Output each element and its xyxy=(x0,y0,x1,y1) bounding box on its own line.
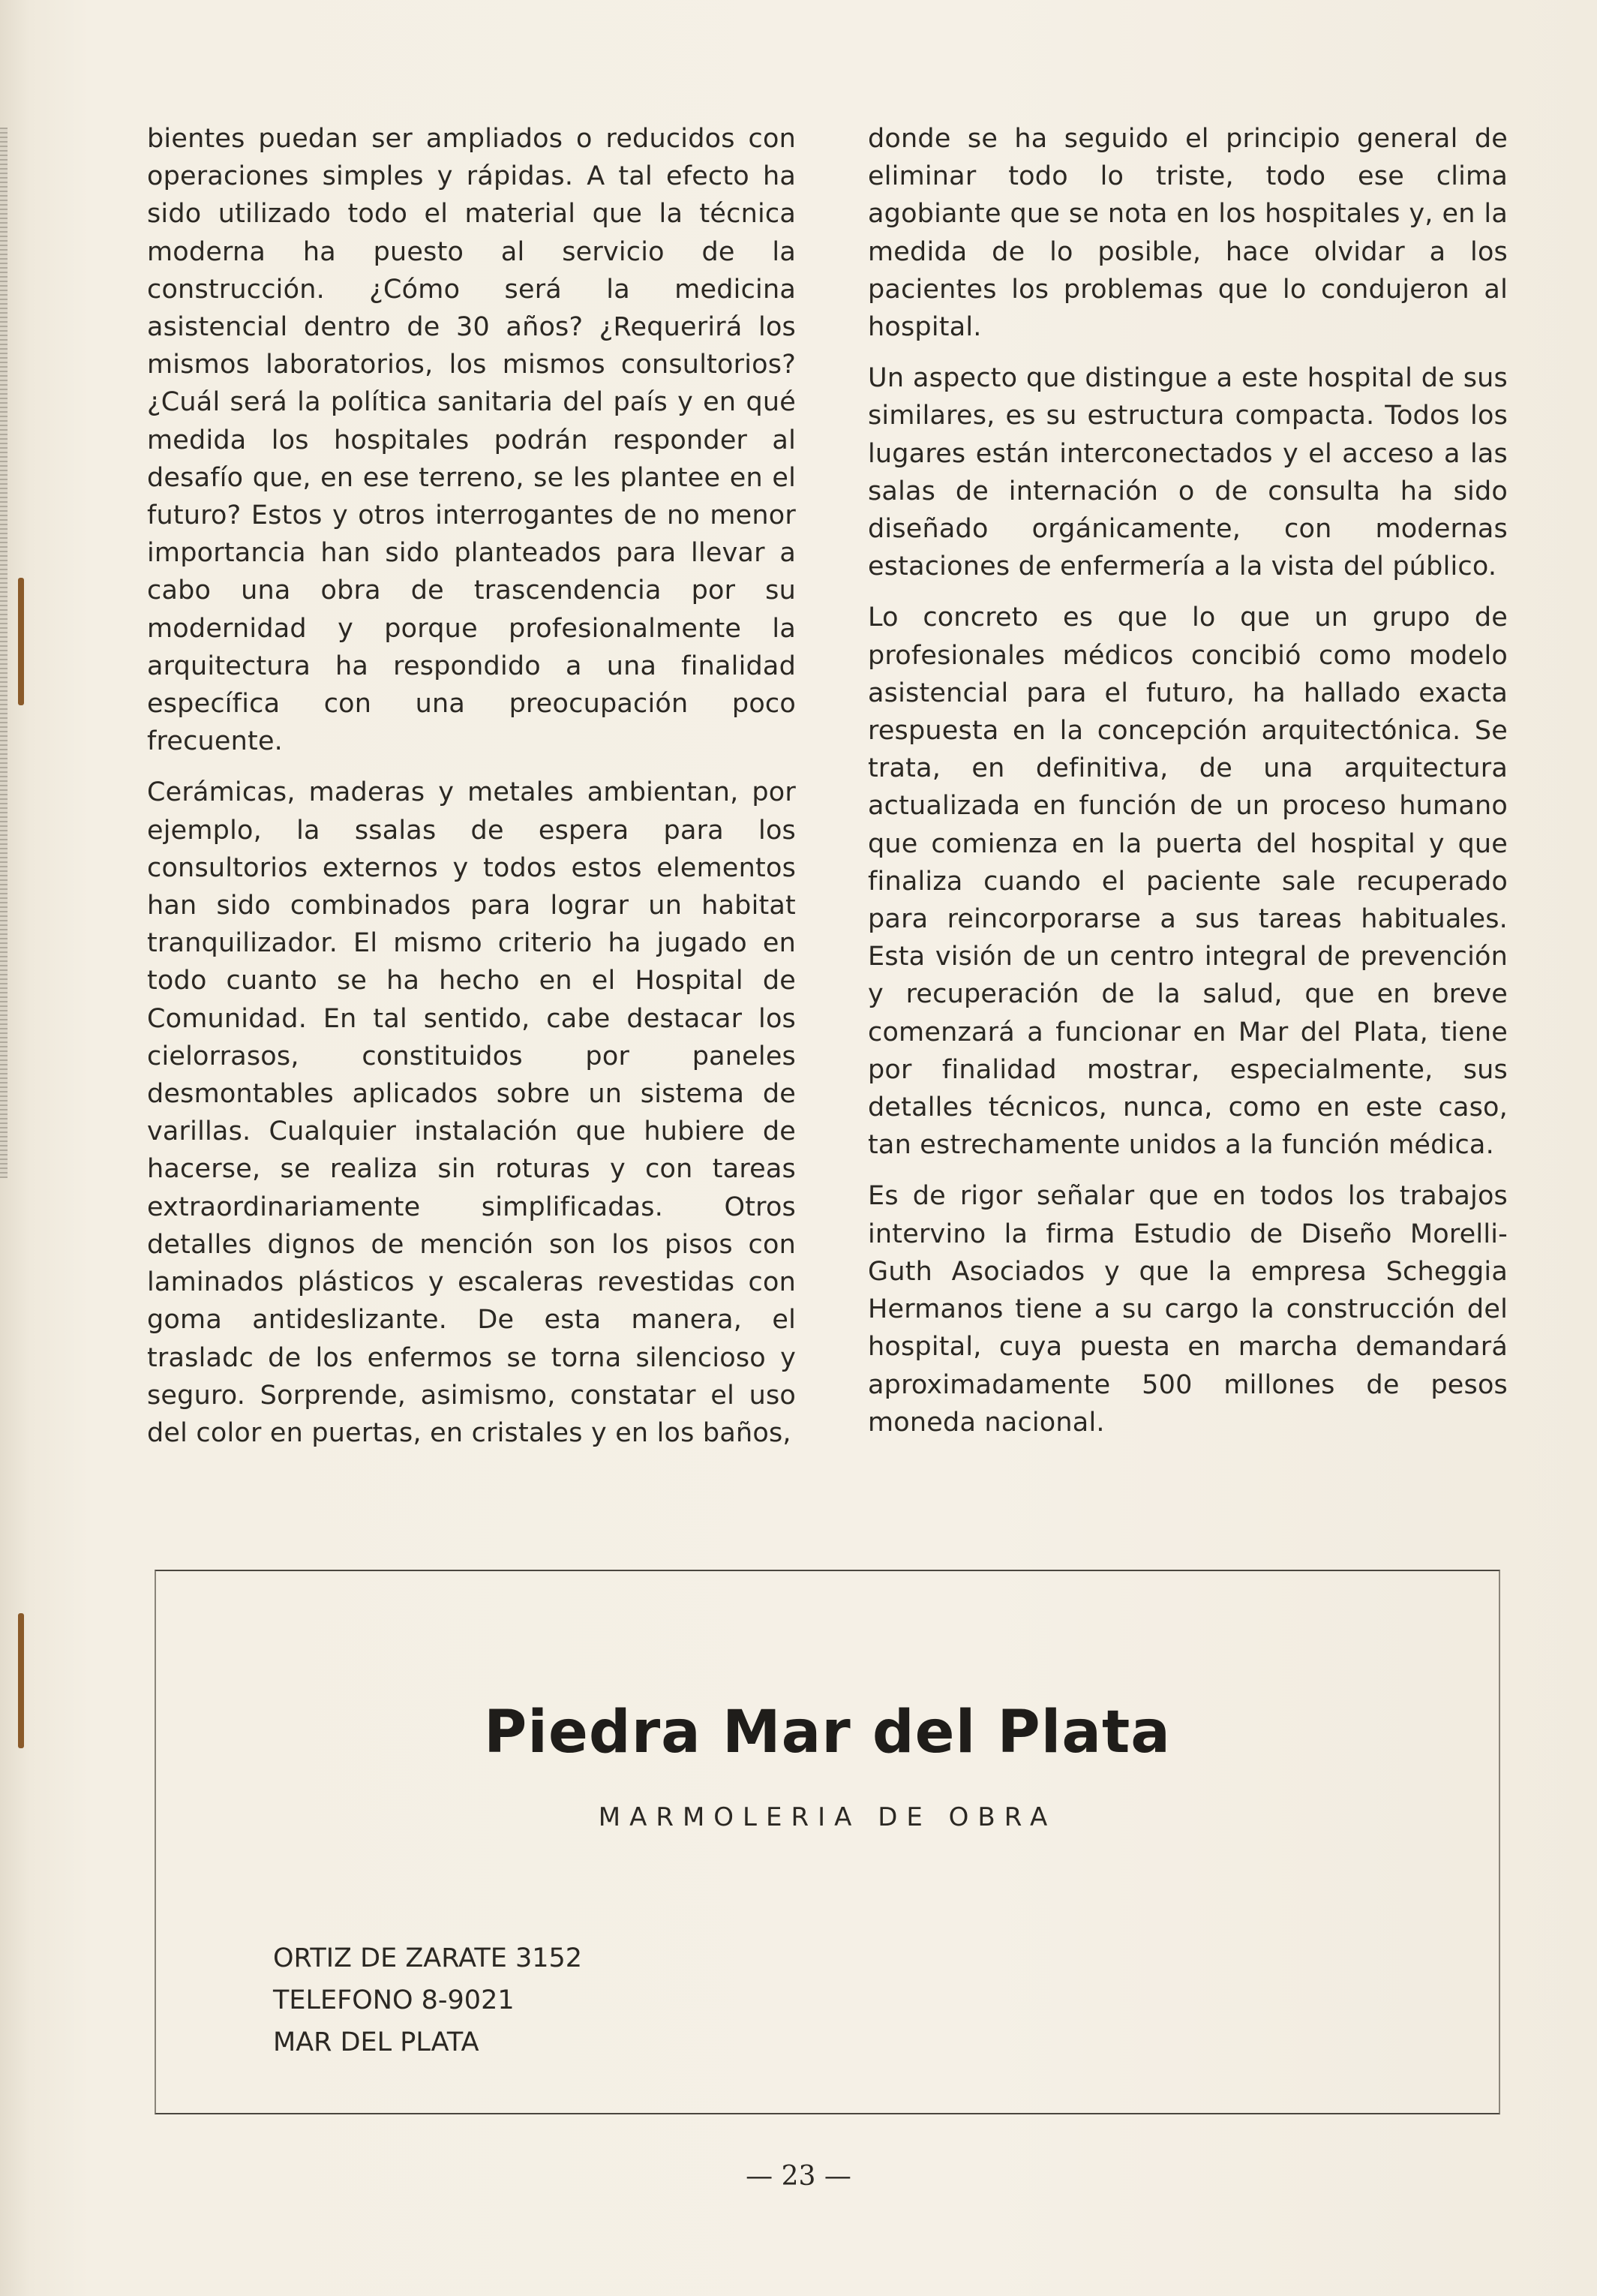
ad-address-line: MAR DEL PLATA xyxy=(273,2027,479,2057)
paragraph: Es de rigor señalar que en todos los trabajos intervino la firma Estudio de Diseño Morelli-Guth Asociados y que la empresa Scheggia Hermanos tiene a su cargo la construcción del hospital, cuya puesta en marcha demandará aproximadamente 500 millones de pesos moneda nacional. xyxy=(868,1181,1508,1438)
binding-edge xyxy=(0,128,8,1178)
advertisement-box xyxy=(155,1570,1500,2114)
ad-address-line: TELEFONO 8-9021 xyxy=(273,1985,515,2015)
paragraph: bientes puedan ser ampliados o reducidos con operaciones simples y rápidas. A tal efecto ha sido utilizado todo el material que la técnica moderna ha puesto al servicio de la construcción. ¿Cómo será la medicina asistencial dentro de 30 años? ¿Requerirá los mismos laboratorios, los mismos consultorios? ¿Cuál será la política sanitaria del país y en qué medida los hospitales podrán responder al desafío que, en ese terreno, se les plantee en el futuro? Estos y otros interrogantes de no menor importancia han sido planteados para llevar a cabo una obra de trascendencia por su modernidad y porque profesionalmente la arquitectura ha respondido a una finalidad específica con una preocupación poco frecuente. xyxy=(147,124,796,757)
ad-title: Piedra Mar del Plata xyxy=(484,1699,1171,1766)
article-column-left xyxy=(147,120,796,1465)
paragraph: Lo concreto es que lo que un grupo de profesionales médicos concibió como modelo asistencial para el futuro, ha hallado exacta respuesta en la concepción arquitectónica. Se trata, en definitiva, de una arquitectura actualizada en función de un proceso humano que comienza en la puerta del hospital y que finaliza cuando el paciente sale recuperado para reincorporarse a sus tareas habituales. Esta visión de un centro integral de prevención y recuperación de la salud, que en breve comenzará a funcionar en Mar del Plata, tiene por finalidad mostrar, especialmente, sus detalles técnicos, nunca, como en este caso, tan estrechamente unidos a la función médica. xyxy=(868,603,1508,1161)
page-number: — 23 — xyxy=(746,2161,851,2192)
staple xyxy=(18,1613,24,1748)
ad-address-line: ORTIZ DE ZARATE 3152 xyxy=(273,1943,583,1973)
ad-subtitle: MARMOLERIA DE OBRA xyxy=(598,1802,1057,1832)
staple xyxy=(18,578,24,705)
article-column-right xyxy=(868,120,1508,1455)
paragraph: donde se ha seguido el principio general de eliminar todo lo triste, todo ese clima agobiante que se nota en los hospitales y, en la medida de lo posible, hace olvidar a los pacientes los problemas que lo condujeron al hospital. xyxy=(868,124,1508,343)
ad-address xyxy=(273,1937,582,2063)
paragraph: Un aspecto que distingue a este hospital de sus similares, es su estructura compacta. Todos los lugares están interconectados y el acceso a las salas de internación o de consulta ha sido diseñado orgánicamente, con modernas estaciones de enfermería a la vista del público. xyxy=(868,363,1508,582)
paragraph: Cerámicas, maderas y metales ambientan, por ejemplo, la ssalas de espera para los consultorios externos y todos estos elementos han sido combinados para lograr un habitat tranquilizador. El mismo criterio ha jugado en todo cuanto se ha hecho en el Hospital de Comunidad. En tal sentido, cabe destacar los cielorrasos, constituidos por paneles desmontables aplicados sobre un sistema de varillas. Cualquier instalación que hubiere de hacerse, se realiza sin roturas y con tareas extraordinariamente simplificadas. Otros detalles dignos de mención son los pisos con laminados plásticos y escaleras revestidas con goma antideslizante. De esta manera, el trasladc de los enfermos se torna silencioso y seguro. Sorprende, asimismo, constatar el uso del color en puertas, en cristales y en los baños, xyxy=(147,777,796,1448)
